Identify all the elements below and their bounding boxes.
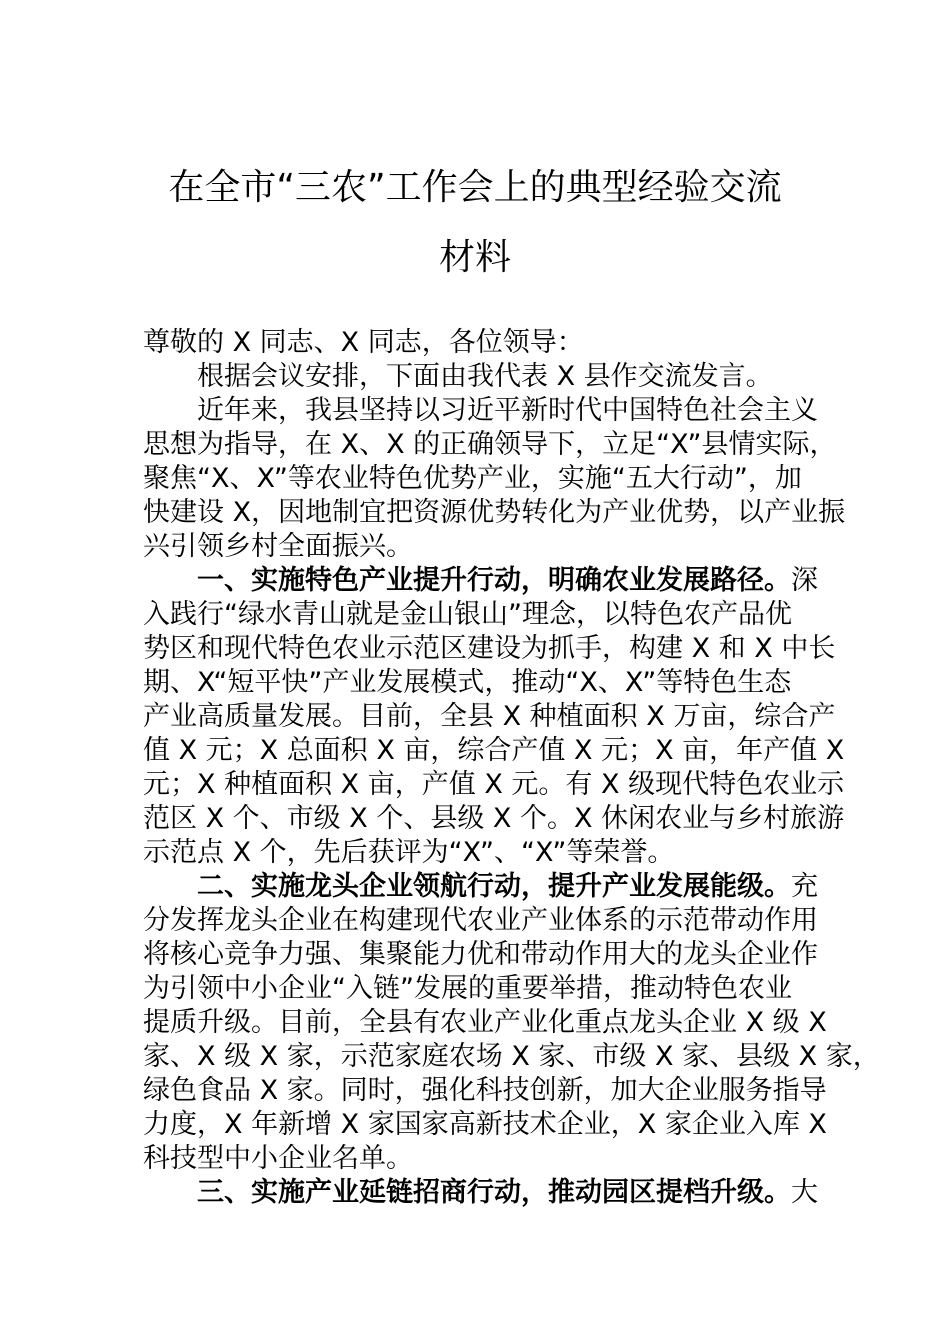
paragraph-line: 示范点 X 个，先后获评为“X”、“X”等荣誉。	[143, 837, 675, 868]
document-title-line-1: 在全市“三农”工作会上的典型经验交流	[168, 167, 782, 208]
section-3-heading: 三、实施产业延链招商行动，推动园区提档升级。	[197, 1177, 791, 1208]
paragraph-line: 值 X 元；X 总面积 X 亩，综合产值 X 元；X 亩，年产值 X	[143, 735, 845, 766]
section-3-first-text: 大	[791, 1177, 818, 1208]
document-body	[143, 326, 880, 1210]
paragraph-line: 元；X 种植面积 X 亩，产值 X 元。有 X 级现代特色农业示	[143, 769, 845, 800]
paragraph-line: 力度，X 年新增 X 家国家高新技术企业，X 家企业入库 X	[143, 1109, 827, 1140]
paragraph-line: 思想为指导，在 X、X 的正确领导下，立足“X”县情实际，	[143, 429, 837, 460]
section-1-first-line	[143, 564, 833, 598]
section-2-first-line	[143, 870, 833, 904]
paragraph-line: 将核心竞争力强、集聚能力优和带动作用大的龙头企业作	[143, 939, 818, 970]
paragraph-line: 聚焦“X、X”等农业特色优势产业，实施“五大行动”，加	[143, 463, 802, 494]
paragraph-line: 入践行“绿水青山就是金山银山”理念，以特色农产品优	[143, 599, 792, 630]
paragraph-line: 近年来，我县坚持以习近平新时代中国特色社会主义	[197, 395, 818, 426]
paragraph-line: 期、X“短平快”产业发展模式，推动“X、X”等特色生态	[143, 667, 792, 698]
paragraph-line: 兴引领乡村全面振兴。	[143, 531, 413, 562]
paragraph-line: 范区 X 个、市级 X 个、县级 X 个。X 休闲农业与乡村旅游	[143, 803, 845, 834]
section-2-first-text: 充	[791, 871, 818, 902]
salutation: 尊敬的 X 同志、X 同志，各位领导：	[143, 327, 584, 358]
paragraph-line: 产业高质量发展。目前，全县 X 种植面积 X 万亩，综合产	[143, 701, 836, 732]
section-1-heading: 一、实施特色产业提升行动，明确农业发展路径。	[197, 565, 791, 596]
paragraph-line: 分发挥龙头企业在构建现代农业产业体系的示范带动作用	[143, 905, 818, 936]
paragraph-line: 快建设 X，因地制宜把资源优势转化为产业优势，以产业振	[143, 497, 846, 528]
paragraph-line: 科技型中小企业名单。	[143, 1143, 413, 1174]
section-2	[143, 870, 880, 1176]
section-1	[143, 564, 845, 870]
section-3-first-line	[143, 1176, 833, 1210]
paragraph-line: 势区和现代特色农业示范区建设为抓手，构建 X 和 X 中长	[143, 633, 836, 664]
paragraph-line: 家、X 级 X 家，示范家庭农场 X 家、市级 X 家、县级 X 家，	[143, 1041, 880, 1072]
paragraph-line: 提质升级。目前，全县有农业产业化重点龙头企业 X 级 X	[143, 1007, 827, 1038]
document-title-line-2: 材料	[438, 237, 511, 278]
paragraph-line: 绿色食品 X 家。同时，强化科技创新，加大企业服务指导	[143, 1075, 827, 1106]
paragraph-overview	[143, 394, 846, 564]
section-1-first-text: 深	[791, 565, 818, 596]
section-3	[143, 1176, 833, 1210]
paragraph-line: 为引领中小企业“入链”发展的重要举措，推动特色农业	[143, 973, 792, 1004]
intro-paragraph: 根据会议安排，下面由我代表 X 县作交流发言。	[197, 361, 773, 392]
section-2-heading: 二、实施龙头企业领航行动，提升产业发展能级。	[197, 871, 791, 902]
